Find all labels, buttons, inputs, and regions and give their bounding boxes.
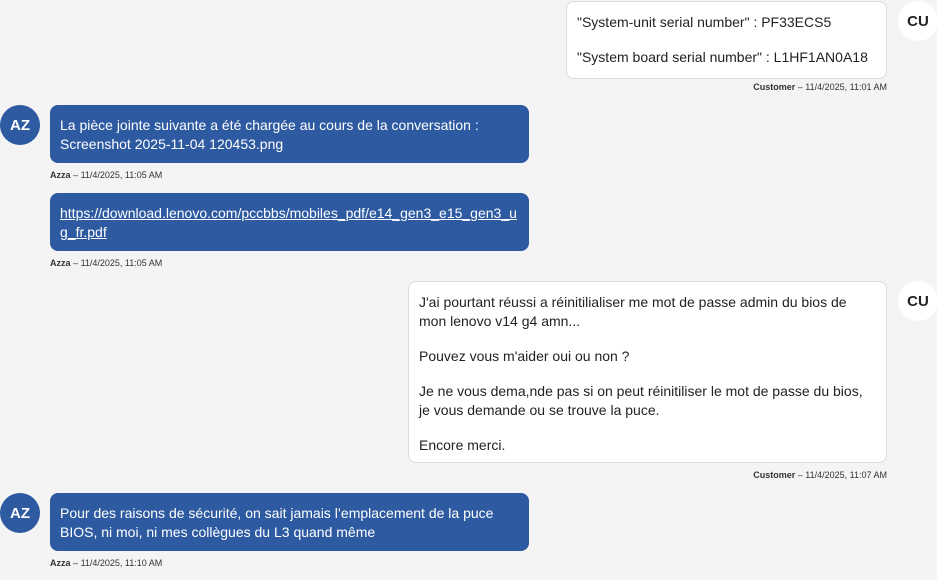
message-meta xyxy=(50,170,162,180)
message-text: "System board serial number" : L1HF1AN0A18 xyxy=(577,49,868,65)
agent-avatar: AZ xyxy=(0,105,40,145)
meta-separator: – xyxy=(797,82,803,92)
download-link[interactable]: https://download.lenovo.com/pccbbs/mobiles_pdf/e14_gen3_e15_gen3_ug_fr.pdf xyxy=(60,205,517,240)
message-text: "System-unit serial number" : PF33ECS5 xyxy=(577,14,832,30)
message-text: Je ne vous dema,nde pas si on peut réinitiliser le mot de passe du bios, je vous demande ou se trouve la puce. xyxy=(419,383,863,418)
agent-avatar: AZ xyxy=(0,493,40,533)
meta-separator: – xyxy=(73,558,79,568)
meta-separator: – xyxy=(797,470,803,480)
customer-avatar: CU xyxy=(898,1,937,41)
message-timestamp: 11/4/2025, 11:10 AM xyxy=(80,558,163,568)
message-meta xyxy=(753,82,887,92)
meta-separator: – xyxy=(73,258,79,268)
message-text: Pour des raisons de sécurité, on sait jamais l’emplacement de la puce BIOS, ni moi, ni mes collègues du L3 quand même xyxy=(60,505,494,540)
customer-message-bubble xyxy=(408,281,887,463)
message-timestamp: 11/4/2025, 11:07 AM xyxy=(805,470,887,480)
message-meta xyxy=(50,258,162,268)
meta-separator: – xyxy=(73,170,79,180)
sender-name: Azza xyxy=(50,258,71,268)
message-meta xyxy=(50,558,162,568)
message-timestamp: 11/4/2025, 11:05 AM xyxy=(80,170,163,180)
agent-message-bubble xyxy=(50,105,529,163)
message-text: Pouvez vous m'aider oui ou non ? xyxy=(419,348,630,364)
agent-message-bubble xyxy=(50,193,529,251)
message-timestamp: 11/4/2025, 11:01 AM xyxy=(805,82,887,92)
customer-message-bubble xyxy=(566,1,887,79)
message-meta xyxy=(753,470,887,480)
sender-name: Customer xyxy=(753,470,796,480)
message-timestamp: 11/4/2025, 11:05 AM xyxy=(80,258,163,268)
message-text: J'ai pourtant réussi a réinitilialiser me mot de passe admin du bios de mon lenovo v14 g4 amn... xyxy=(419,294,847,329)
sender-name: Azza xyxy=(50,558,71,568)
agent-message-bubble xyxy=(50,493,529,551)
message-text: Encore merci. xyxy=(419,437,506,453)
customer-avatar: CU xyxy=(898,281,937,321)
sender-name: Azza xyxy=(50,170,71,180)
message-text: La pièce jointe suivante a été chargée au cours de la conversation : Screenshot 2025-11-04 120453.png xyxy=(60,117,479,152)
sender-name: Customer xyxy=(753,82,796,92)
